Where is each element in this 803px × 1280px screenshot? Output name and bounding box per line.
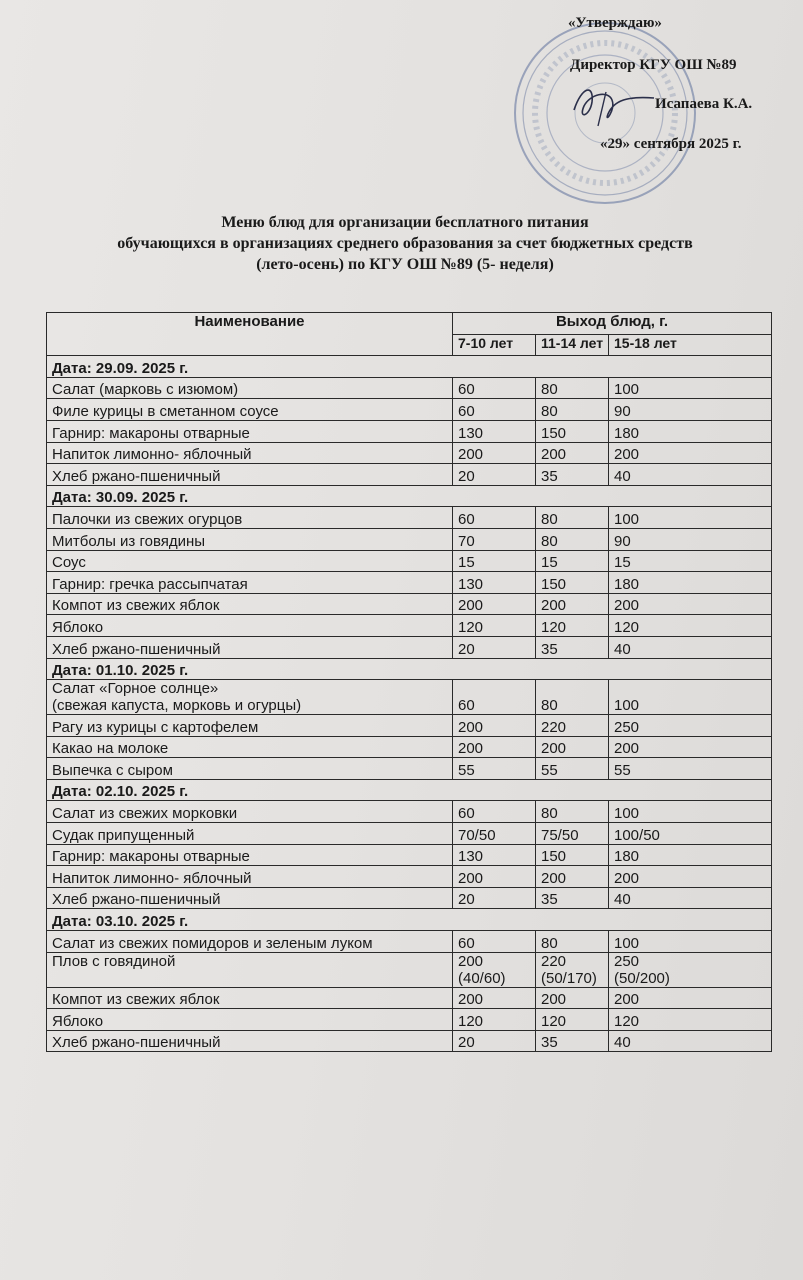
- header-age-3: 15-18 лет: [609, 334, 772, 356]
- date-row: Дата: 01.10. 2025 г.: [47, 658, 772, 680]
- table-row: [47, 550, 772, 572]
- portion-15-18: 100: [609, 680, 772, 715]
- portion-7-10: 200: [453, 715, 536, 737]
- portion-15-18: 100: [609, 377, 772, 399]
- table-row: [47, 952, 772, 987]
- portion-15-18: 40: [609, 1030, 772, 1052]
- portion-11-14: 120: [536, 615, 609, 637]
- portion-7-10: 120: [453, 615, 536, 637]
- portion-detail: (40/60): [458, 969, 506, 987]
- signature: [568, 80, 658, 130]
- portion-7-10: 60: [453, 399, 536, 421]
- header-output: Выход блюд, г.: [453, 313, 772, 335]
- portion-11-14: 150: [536, 844, 609, 866]
- table-row: [47, 823, 772, 845]
- portion-detail: (50/170): [541, 969, 597, 987]
- date-row: Дата: 30.09. 2025 г.: [47, 485, 772, 507]
- dish-name: Салат из свежих морковки: [47, 801, 453, 823]
- portion-15-18: 100: [609, 507, 772, 529]
- portion-7-10: 60: [453, 507, 536, 529]
- portion-7-10: 60: [453, 931, 536, 953]
- dish-name: Рагу из курицы с картофелем: [47, 715, 453, 737]
- approval-heading: «Утверждаю»: [568, 15, 662, 31]
- dish-name: Выпечка с сыром: [47, 758, 453, 780]
- portion-7-10: 20: [453, 1030, 536, 1052]
- table-row: [47, 507, 772, 529]
- dish-name: Палочки из свежих огурцов: [47, 507, 453, 529]
- portion-11-14: 200: [536, 736, 609, 758]
- portion-detail: (50/200): [614, 969, 670, 987]
- portion-7-10: 200: [453, 593, 536, 615]
- portion-15-18: 40: [609, 887, 772, 909]
- header-age-1: 7-10 лет: [453, 334, 536, 356]
- portion-15-18: 250: [609, 715, 772, 737]
- table-row: [47, 887, 772, 909]
- portion-7-10: 200: [453, 987, 536, 1009]
- portion-11-14: 35: [536, 887, 609, 909]
- dish-name: Хлеб ржано-пшеничный: [47, 887, 453, 909]
- portion-7-10: 60: [453, 680, 536, 715]
- dish-name: Гарнир: гречка рассыпчатая: [47, 572, 453, 594]
- portion-7-10: 130: [453, 844, 536, 866]
- portion-15-18: 90: [609, 399, 772, 421]
- dish-name: Напиток лимонно- яблочный: [47, 442, 453, 464]
- portion-11-14: 80: [536, 801, 609, 823]
- portion-11-14: 200: [536, 593, 609, 615]
- table-row: [47, 680, 772, 715]
- portion-15-18: 180: [609, 420, 772, 442]
- portion-15-18: 180: [609, 572, 772, 594]
- portion-7-10: 20: [453, 636, 536, 658]
- portion-7-10: 200: [453, 442, 536, 464]
- portion-15-18: 100/50: [609, 823, 772, 845]
- table-row: [47, 931, 772, 953]
- portion-7-10: 15: [453, 550, 536, 572]
- dish-name: Салат (марковь с изюмом): [47, 377, 453, 399]
- portion-15-18: 40: [609, 636, 772, 658]
- portion-value: 200: [458, 952, 484, 970]
- dish-name: Соус: [47, 550, 453, 572]
- portion-11-14: 35: [536, 464, 609, 486]
- portion-7-10: 55: [453, 758, 536, 780]
- table-row: [47, 866, 772, 888]
- dish-name: Компот из свежих яблок: [47, 987, 453, 1009]
- table-row: [47, 420, 772, 442]
- portion-7-10: 20: [453, 887, 536, 909]
- portion-11-14: 35: [536, 636, 609, 658]
- table-row: [47, 615, 772, 637]
- dish-name: Гарнир: макароны отварные: [47, 844, 453, 866]
- portion-15-18: [609, 952, 772, 987]
- portion-value: 220: [541, 952, 567, 970]
- table-row: [47, 636, 772, 658]
- dish-name: Напиток лимонно- яблочный: [47, 866, 453, 888]
- portion-7-10: 70: [453, 528, 536, 550]
- dish-name: Плов с говядиной: [47, 952, 453, 987]
- portion-11-14: 75/50: [536, 823, 609, 845]
- portion-15-18: 120: [609, 1009, 772, 1031]
- portion-11-14: 80: [536, 528, 609, 550]
- dish-name: Митболы из говядины: [47, 528, 453, 550]
- date-row: Дата: 29.09. 2025 г.: [47, 356, 772, 378]
- portion-11-14: 80: [536, 377, 609, 399]
- dish-name: Хлеб ржано-пшеничный: [47, 464, 453, 486]
- table-row: [47, 801, 772, 823]
- portion-15-18: 200: [609, 987, 772, 1009]
- title-line-2: обучающихся в организациях среднего образования за счет бюджетных средств: [117, 235, 693, 252]
- dish-name: [47, 680, 453, 715]
- portion-15-18: 200: [609, 866, 772, 888]
- table-row: [47, 377, 772, 399]
- approval-position: Директор КГУ ОШ №89: [570, 57, 737, 73]
- dish-name: Филе курицы в сметанном соусе: [47, 399, 453, 421]
- portion-7-10: [453, 952, 536, 987]
- portion-15-18: 100: [609, 931, 772, 953]
- portion-7-10: 120: [453, 1009, 536, 1031]
- dish-name: Яблоко: [47, 1009, 453, 1031]
- portion-11-14: 80: [536, 931, 609, 953]
- portion-11-14: 200: [536, 442, 609, 464]
- table-row: [47, 593, 772, 615]
- dish-name-line-2: (свежая капуста, морковь и огурцы): [52, 697, 302, 715]
- portion-11-14: [536, 952, 609, 987]
- portion-15-18: 15: [609, 550, 772, 572]
- title-line-1: Меню блюд для организации бесплатного питания: [221, 214, 589, 231]
- table-row: [47, 1030, 772, 1052]
- portion-7-10: 130: [453, 572, 536, 594]
- table-row: [47, 464, 772, 486]
- table-row: [47, 442, 772, 464]
- portion-value: 250: [614, 952, 640, 970]
- portion-11-14: 15: [536, 550, 609, 572]
- portion-11-14: 200: [536, 866, 609, 888]
- portion-11-14: 80: [536, 507, 609, 529]
- portion-7-10: 20: [453, 464, 536, 486]
- document-title: [40, 212, 770, 275]
- portion-11-14: 55: [536, 758, 609, 780]
- header-age-2: 11-14 лет: [536, 334, 609, 356]
- portion-11-14: 200: [536, 987, 609, 1009]
- header-name: Наименование: [47, 313, 453, 356]
- portion-15-18: 120: [609, 615, 772, 637]
- approval-name: Исапаева К.А.: [655, 96, 753, 112]
- portion-7-10: 60: [453, 801, 536, 823]
- dish-name: Какао на молоке: [47, 736, 453, 758]
- portion-7-10: 70/50: [453, 823, 536, 845]
- table-row: [47, 987, 772, 1009]
- portion-11-14: 120: [536, 1009, 609, 1031]
- portion-11-14: 35: [536, 1030, 609, 1052]
- portion-11-14: 150: [536, 572, 609, 594]
- table-row: [47, 715, 772, 737]
- approval-date: «29» сентября 2025 г.: [600, 136, 742, 152]
- title-line-3: (лето-осень) по КГУ ОШ №89 (5- неделя): [256, 256, 554, 273]
- portion-11-14: 150: [536, 420, 609, 442]
- portion-15-18: 200: [609, 442, 772, 464]
- table-row: [47, 1009, 772, 1031]
- date-row: Дата: 03.10. 2025 г.: [47, 909, 772, 931]
- portion-7-10: 60: [453, 377, 536, 399]
- portion-15-18: 200: [609, 736, 772, 758]
- table-row: [47, 572, 772, 594]
- table-row: [47, 528, 772, 550]
- portion-15-18: 40: [609, 464, 772, 486]
- menu-table: [46, 312, 772, 1052]
- dish-name: Гарнир: макароны отварные: [47, 420, 453, 442]
- date-row: Дата: 02.10. 2025 г.: [47, 779, 772, 801]
- portion-7-10: 200: [453, 736, 536, 758]
- portion-15-18: 180: [609, 844, 772, 866]
- table-row: [47, 758, 772, 780]
- table-row: [47, 844, 772, 866]
- dish-name: Компот из свежих яблок: [47, 593, 453, 615]
- dish-name: Яблоко: [47, 615, 453, 637]
- dish-name: Хлеб ржано-пшеничный: [47, 636, 453, 658]
- portion-15-18: 200: [609, 593, 772, 615]
- dish-name-line-1: Салат «Горное солнце»: [52, 680, 219, 698]
- portion-11-14: 220: [536, 715, 609, 737]
- portion-11-14: 80: [536, 399, 609, 421]
- dish-name: Судак припущенный: [47, 823, 453, 845]
- dish-name: Хлеб ржано-пшеничный: [47, 1030, 453, 1052]
- portion-15-18: 55: [609, 758, 772, 780]
- portion-15-18: 90: [609, 528, 772, 550]
- dish-name: Салат из свежих помидоров и зеленым луком: [47, 931, 453, 953]
- portion-11-14: 80: [536, 680, 609, 715]
- portion-15-18: 100: [609, 801, 772, 823]
- table-row: [47, 736, 772, 758]
- table-row: [47, 399, 772, 421]
- portion-7-10: 130: [453, 420, 536, 442]
- portion-7-10: 200: [453, 866, 536, 888]
